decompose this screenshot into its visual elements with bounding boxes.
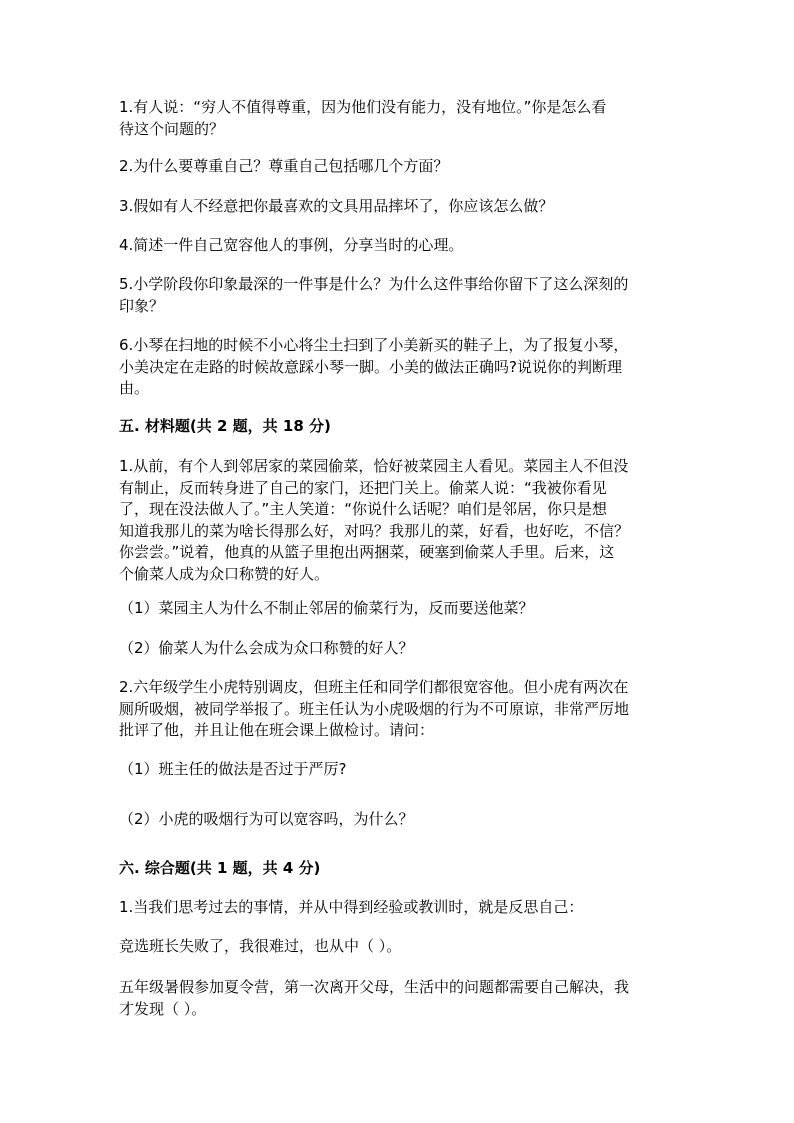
synthesis-item-2-line-2: 才发现（ ）。 [119, 999, 207, 1018]
material-2 [119, 677, 679, 742]
material-1-line-4: 知道我那儿的菜为啥长得那么好，对吗？我那儿的菜，好看，也好吃，不信？ [119, 521, 630, 540]
material-1-line-5: 你尝尝。”说着，他真的从篮子里抱出两捆菜，硬塞到偷菜人手里。后来，这 [119, 543, 615, 561]
synthesis-item-2-line-1: 五年级暑假参加夏令营，第一次离开父母，生活中的问题都需要自己解决，我 [119, 978, 630, 996]
material-1-sub-question-2: （2）偷菜人为什么会成为众口称赞的好人？ [119, 639, 414, 657]
question-2-line-1: 2.为什么要尊重自己？尊重自己包括哪几个方面？ [119, 157, 449, 175]
material-2-line-1: 2.六年级学生小虎特别调皮，但班主任和同学们都很宽容他。但小虎有两次在 [119, 678, 629, 696]
material-2-line-3: 批评了他，并且让他在班会课上做检讨。请问： [119, 721, 435, 739]
material-2-sub-question-2: （2）小虎的吸烟行为可以宽容吗，为什么？ [119, 810, 414, 828]
material-1-line-6: 个偷菜人成为众口称赞的好人。 [119, 564, 330, 583]
synthesis-item-2 [119, 977, 679, 1020]
question-3-line-1: 3.假如有人不经意把你最喜欢的文具用品摔坏了，你应该怎么做？ [119, 197, 554, 215]
question-2 [119, 156, 679, 178]
material-2-line-2: 厕所吸烟，被同学举报了。班主任认为小虎吸烟的行为不可原谅，非常严厉地 [119, 699, 630, 718]
question-4-line-1: 4.简述一件自己宽容他人的事例，分享当时的心理。 [119, 236, 464, 254]
question-6-line-2: 小美决定在走路的时候故意踩小琴一脚。小美的做法正确吗?说说你的判断理 [119, 357, 622, 376]
question-4 [119, 235, 679, 257]
material-2-sub-question-1: （1）班主任的做法是否过于严厉? [119, 760, 347, 778]
question-3 [119, 196, 679, 218]
material-1-line-3: 了，现在没法做人了。”主人笑道：“你说什么话呢？咱们是邻居，你只是想 [119, 500, 608, 518]
synthesis-item-1: 竞选班长失败了，我很难过，也从中（ ）。 [119, 937, 402, 955]
question-5-line-2: 印象？ [119, 296, 165, 315]
question-6-line-3: 由。 [119, 379, 150, 397]
material-1-sub-question-1: （1）菜园主人为什么不制止邻居的偷菜行为，反而要送他菜？ [119, 599, 534, 617]
question-6 [119, 335, 679, 400]
material-1-line-2: 有制止，反而转身进了自己的家门，还把门关上。偷菜人说：“我被你看见 [119, 478, 607, 497]
question-1 [119, 97, 679, 140]
question-5 [119, 274, 679, 317]
question-5-line-1: 5.小学阶段你印象最深的一件事是什么？为什么这件事给你留下了这么深刻的 [119, 275, 629, 293]
section-6-heading: 六. 综合题(共 1 题，共 4 分) [119, 859, 321, 877]
question-6-line-1: 6.小琴在扫地的时候不小心将尘土扫到了小美新买的鞋子上，为了报复小琴， [119, 336, 629, 354]
material-1-line-1: 1.从前，有个人到邻居家的菜园偷菜，恰好被菜园主人看见。菜园主人不但没 [119, 457, 629, 475]
section-5-heading: 五. 材料题(共 2 题，共 18 分) [119, 417, 331, 435]
synthesis-intro: 1.当我们思考过去的事情，并从中得到经验或教训时，就是反思自己： [119, 898, 584, 916]
question-1-line-1: 1.有人说：“穷人不值得尊重，因为他们没有能力，没有地位。”你是怎么看 [119, 98, 607, 116]
question-1-line-2: 待这个问题的？ [119, 119, 225, 138]
material-1 [119, 456, 679, 585]
